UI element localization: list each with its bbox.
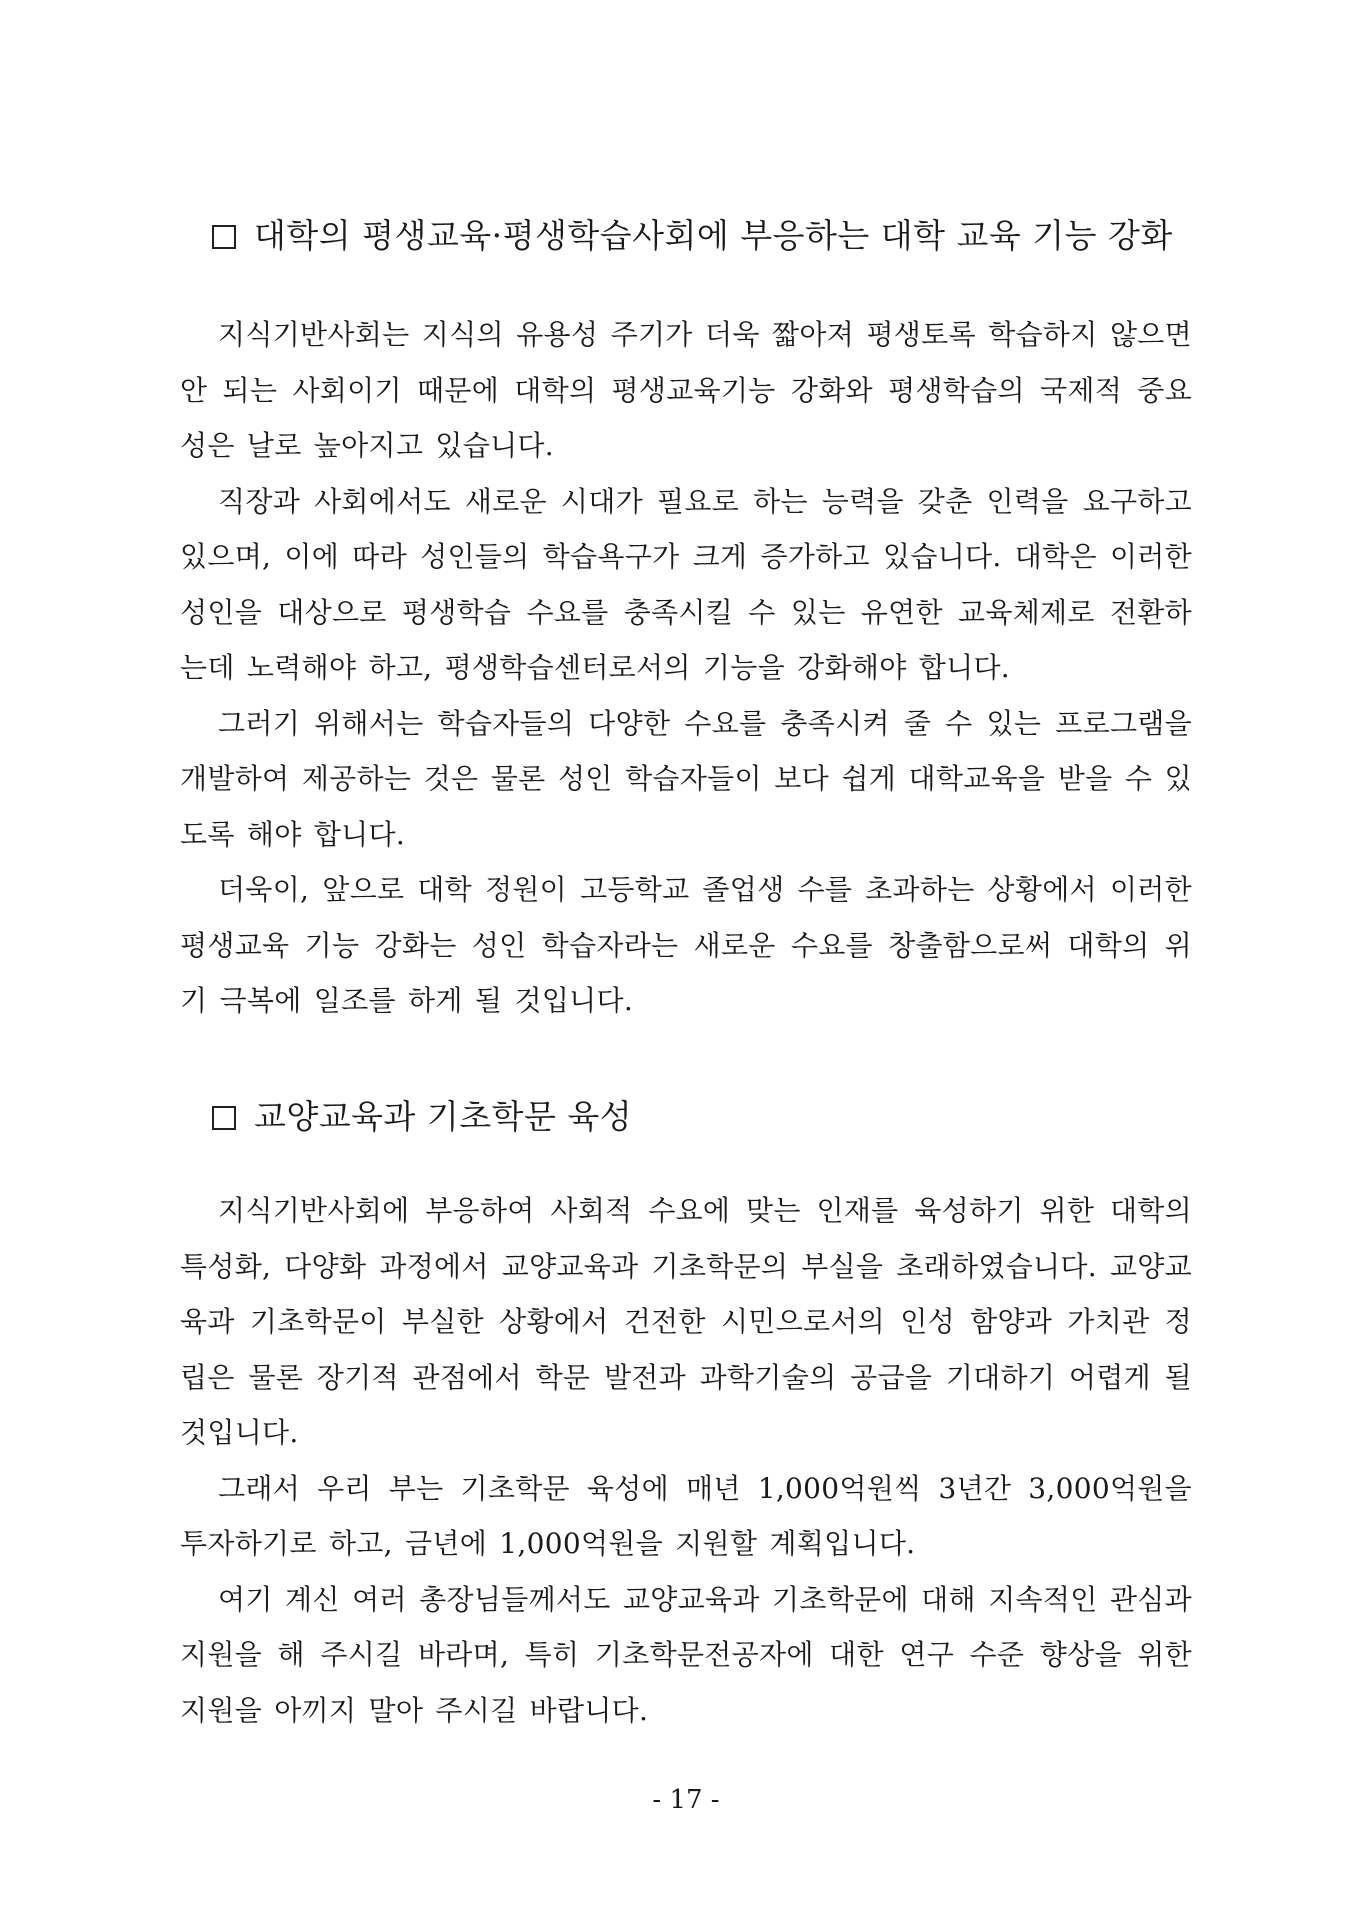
paragraph: 직장과 사회에서도 새로운 시대가 필요로 하는 능력을 갖춘 인력을 요구하고 있으며, 이에 따라 성인들의 학습욕구가 크게 증가하고 있습니다. 대학은 이러한 성인을 대상으로 평생학습 수요를 충족시킬 수 있는 유연한 교육체제로 전환하는데 노력해야 하고, 평생학습센터로서의 기능을 강화해야 합니다. [180,484,1192,684]
section-heading [212,214,1212,258]
paragraph: 더욱이, 앞으로 대학 정원이 고등학교 졸업생 수를 초과하는 상황에서 이러한 평생교육 기능 강화는 성인 학습자라는 새로운 수요를 창출함으로써 대학의 위기 극복에 일조를 하게 될 것입니다. [180,873,1192,1017]
section-body [180,1183,1192,1738]
section-heading-text: 교양교육과 기초학문 육성 [254,1097,633,1136]
checkbox-square-icon [212,225,236,249]
paragraph: 지식기반사회는 지식의 유용성 주기가 더욱 짧아져 평생토록 학습하지 않으면 안 되는 사회이기 때문에 대학의 평생교육기능 강화와 평생학습의 국제적 중요성은 날로 높아지고 있습니다. [180,318,1192,462]
paragraph: 그러기 위해서는 학습자들의 다양한 수요를 충족시켜 줄 수 있는 프로그램을 개발하여 제공하는 것은 물론 성인 학습자들이 보다 쉽게 대학교육을 받을 수 있도록 해야 합니다. [180,706,1192,851]
paragraph: 여기 계신 여러 총장님들께서도 교양교육과 기초학문에 대해 지속적인 관심과 지원을 해 주시길 바라며, 특히 기초학문전공자에 대한 연구 수준 향상을 위한 지원을 아끼지 말아 주시길 바랍니다. [180,1582,1192,1727]
section-heading [212,1095,1212,1139]
page-number: - 17 - [652,1785,720,1815]
section-heading-text: 대학의 평생교육·평생학습사회에 부응하는 대학 교육 기능 강화 [254,216,1173,255]
section-body [180,307,1192,1029]
paragraph: 지식기반사회에 부응하여 사회적 수요에 맞는 인재를 육성하기 위한 대학의 특성화, 다양화 과정에서 교양교육과 기초학문의 부실을 초래하였습니다. 교양교육과 기초학문이 부실한 상황에서 건전한 시민으로서의 인성 함양과 가치관 정립은 물론 장기적 관점에서 학문 발전과 과학기술의 공급을 기대하기 어렵게 될 것입니다. [180,1194,1192,1449]
checkbox-square-icon [212,1106,236,1130]
paragraph: 그래서 우리 부는 기초학문 육성에 매년 1,000억원씩 3년간 3,000억원을 투자하기로 하고, 금년에 1,000억원을 지원할 계획입니다. [180,1471,1192,1560]
